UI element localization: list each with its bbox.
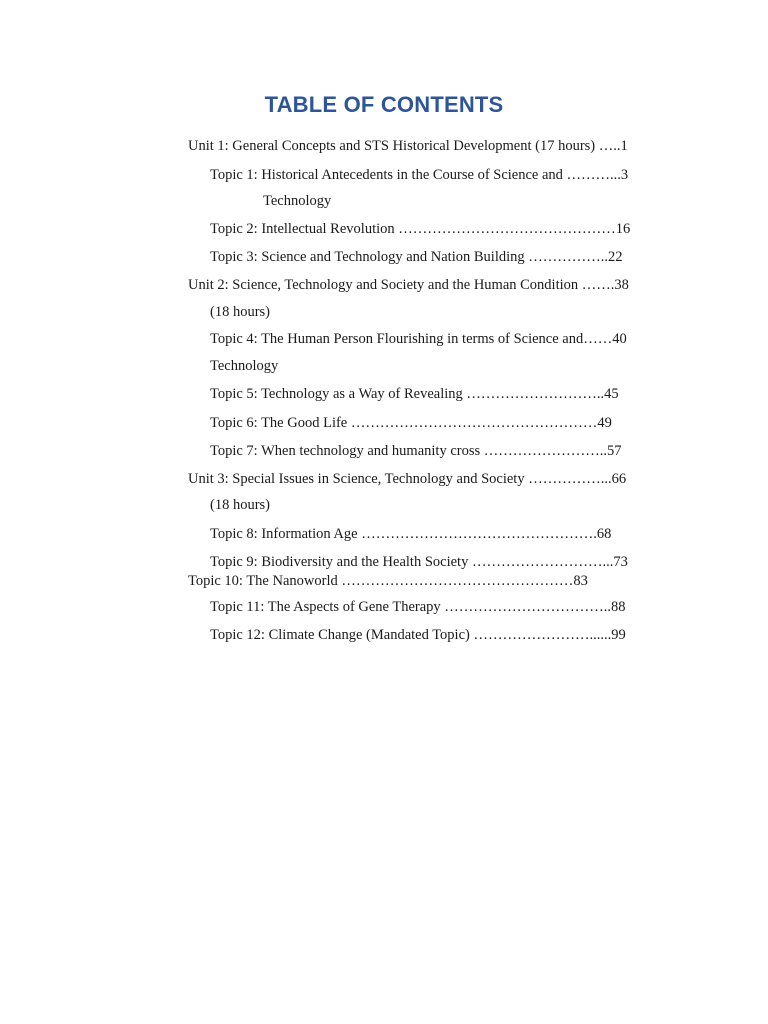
- toc-entry-unit-2-cont: (18 hours): [210, 304, 271, 320]
- toc-title: [0, 92, 768, 118]
- toc-entry-unit-2: Unit 2: Science, Technology and Society and the Human Condition …….38: [188, 277, 629, 293]
- toc-entry-topic-7: Topic 7: When technology and humanity cross ……………………..57: [210, 443, 622, 459]
- toc-entry-topic-6: Topic 6: The Good Life ……………………………………………49: [210, 415, 612, 431]
- toc-entry-topic-1: Topic 1: Historical Antecedents in the Course of Science and ………...3: [210, 167, 629, 183]
- toc-entry-unit-3-cont: (18 hours): [210, 497, 271, 513]
- toc-entry-topic-4: Topic 4: The Human Person Flourishing in terms of Science and……40: [210, 331, 627, 347]
- toc-entry-topic-10: Topic 10: The Nanoworld …………………………………………83: [188, 573, 588, 589]
- toc-entry-unit-3: Unit 3: Special Issues in Science, Technology and Society ……………...66: [188, 471, 627, 487]
- toc-entry-unit-1: Unit 1: General Concepts and STS Historical Development (17 hours) …..1: [188, 138, 628, 154]
- toc-entry-topic-11: Topic 11: The Aspects of Gene Therapy ……………………………..88: [210, 599, 626, 615]
- toc-entry-topic-4-cont: Technology: [210, 358, 279, 374]
- toc-entry-topic-12: Topic 12: Climate Change (Mandated Topic) ……………………......99: [210, 627, 626, 643]
- toc-entry-topic-3: Topic 3: Science and Technology and Nation Building ……………..22: [210, 249, 623, 265]
- toc-entry-topic-5: Topic 5: Technology as a Way of Revealing ………………………..45: [210, 386, 619, 402]
- toc-title-text: TABLE OF CONTENTS: [264, 92, 504, 117]
- toc-entry-topic-9: Topic 9: Biodiversity and the Health Society ………………………...73: [210, 554, 628, 570]
- toc-entry-topic-2: Topic 2: Intellectual Revolution ………………………………………16: [210, 221, 631, 237]
- toc-entry-topic-8: Topic 8: Information Age ………………………………………….68: [210, 526, 612, 542]
- toc-entry-topic-1-cont: Technology: [263, 193, 332, 209]
